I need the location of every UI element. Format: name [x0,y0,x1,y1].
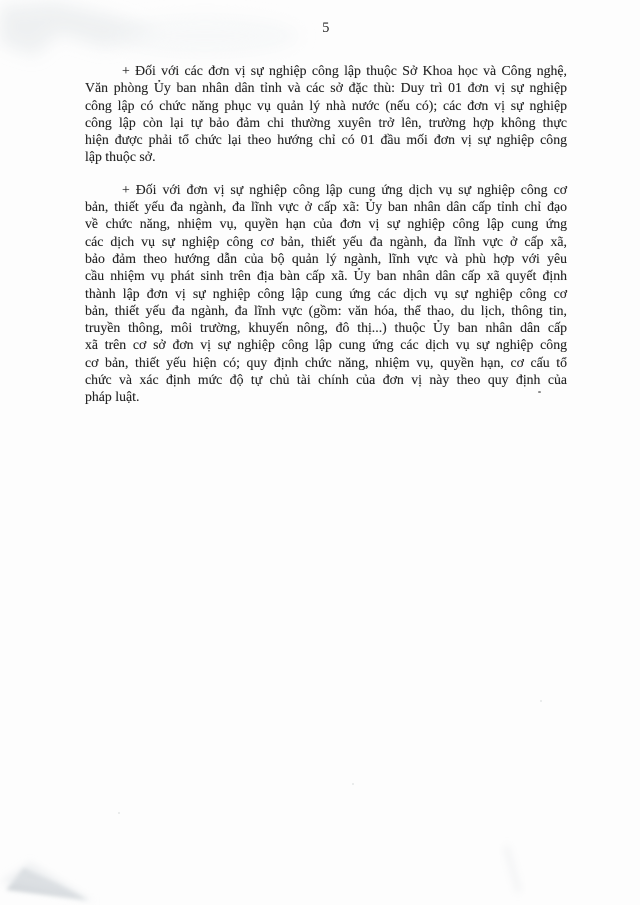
paragraph-2-line: chức và xác định mức độ tự chủ tài chính của đơn vị này theo quy định của [85,372,567,388]
paragraph-2-line: pháp luật. [85,389,140,405]
paper-speckle [352,783,354,785]
paragraph-2-line: về chức năng, nhiệm vụ, quyền hạn của đơn vị sự nghiệp công lập cung ứng [85,216,567,232]
paragraph-2-line: các dịch vụ sự nghiệp công cơ bản, thiết yếu đa ngành, đa lĩnh vực ở cấp xã, [85,233,567,249]
paper-speckle [540,700,542,702]
scan-smudge-bottom-left [6,868,88,900]
paper-speckle [118,812,120,814]
paragraph-2-line: bản, thiết yếu đa ngành, đa lĩnh vực (gồm: văn hóa, thể thao, du lịch, thông tin, [85,302,567,318]
paragraph-2-line: xã trên cơ sở đơn vị sự nghiệp công lập cung ứng các dịch vụ sự nghiệp công [85,337,567,353]
paragraph-1 [85,62,567,166]
document-body [85,62,567,421]
paragraph-1-line: + Đối với các đơn vị sự nghiệp công lập thuộc Sở Khoa học và Công nghệ, [122,63,567,78]
paragraph-1-line: công lập còn lại tự bảo đảm chi thường xuyên trở lên, trường hợp không thực [85,114,567,130]
paragraph-2 [85,181,567,406]
paragraph-2-line: cầu nhiệm vụ phát sinh trên địa bàn cấp xã. Ủy ban nhân dân cấp xã quyết định [85,268,567,284]
paragraph-1-line: Văn phòng Ủy ban nhân dân tỉnh và các sở đặc thù: Duy trì 01 đơn vị sự nghiệp [85,80,567,96]
paragraph-2-line: truyền thông, môi trường, khuyến nông, đô thị...) thuộc Ủy ban nhân dân cấp [85,320,567,336]
scan-smudge-bottom-left-halo [0,862,95,902]
paragraph-1-line: lập thuộc sở. [85,149,156,165]
paragraph-2-line: bảo đảm theo hướng dẫn của bộ quản lý ngành, lĩnh vực và phù hợp với yêu [85,250,567,266]
stray-ink-dot [538,391,541,393]
paragraph-2-line: thành lập đơn vị sự nghiệp công lập cung ứng các dịch vụ sự nghiệp công cơ [85,285,567,301]
paragraph-1-line: công lập có chức năng phục vụ quản lý nhà nước (nếu có); các đơn vị sự nghiệp [85,97,567,113]
scan-streak-right [506,846,519,892]
paragraph-2-line: cơ bản, thiết yếu hiện có; quy định chức năng, nhiệm vụ, quyền hạn, cơ cấu tổ [85,354,567,370]
paragraph-1-line: hiện được phải tổ chức lại theo hướng chỉ có 01 đầu mối đơn vị sự nghiệp công [85,132,567,148]
paragraph-2-line: + Đối với đơn vị sự nghiệp công lập cung ứng dịch vụ sự nghiệp công cơ [122,181,567,197]
paragraph-2-line: bản, thiết yếu đa ngành, đa lĩnh vực ở cấp xã: Ủy ban nhân dân cấp tỉnh chỉ đạo [85,199,567,215]
page-number: 5 [322,20,330,36]
